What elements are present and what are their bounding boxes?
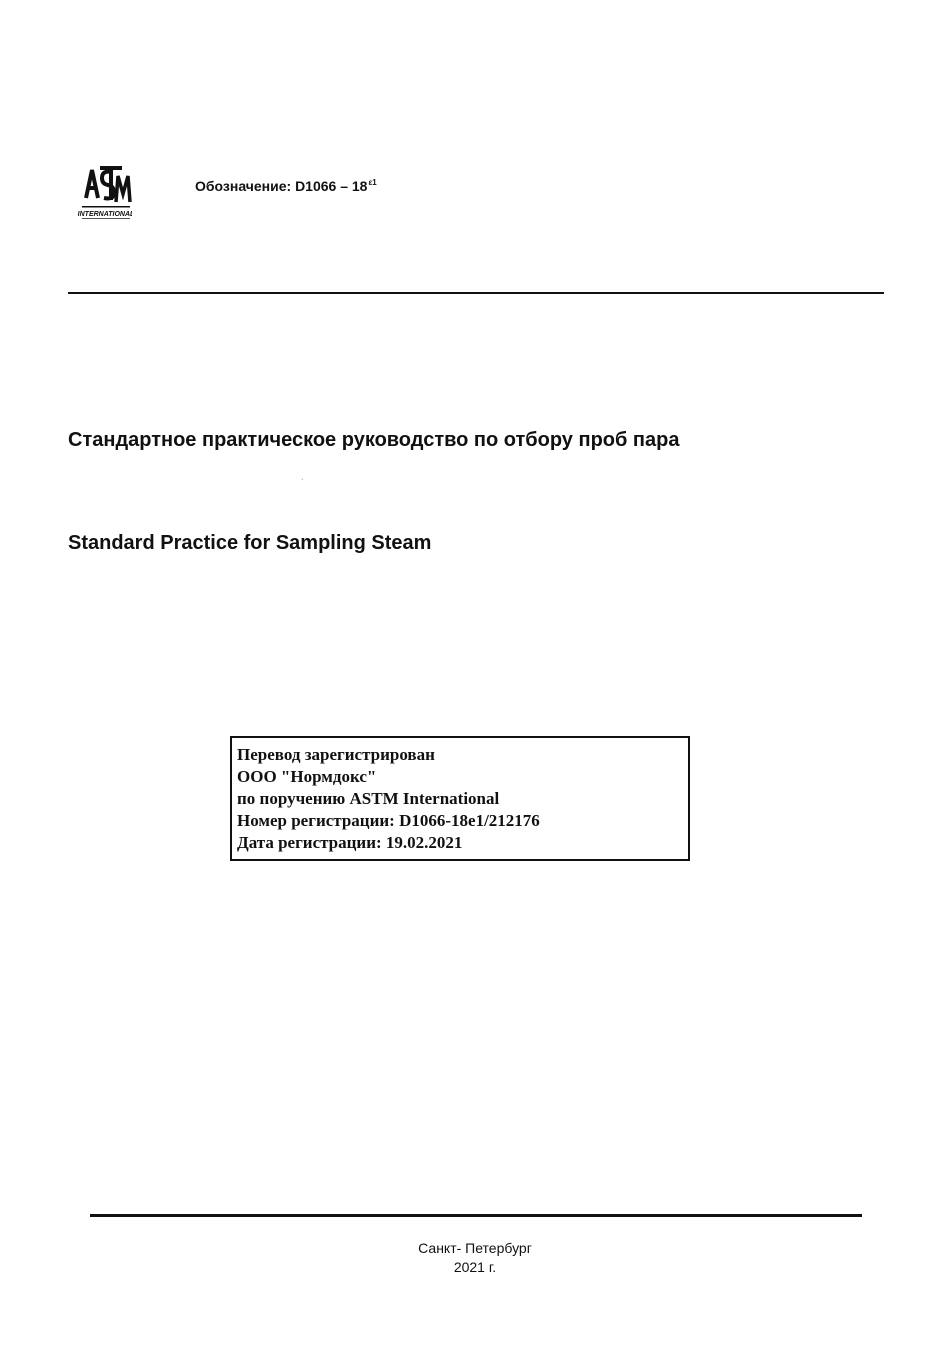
title-english: Standard Practice for Sampling Steam	[68, 532, 432, 554]
designation-superscript: ε1	[368, 178, 377, 187]
footer-city: Санкт- Петербург	[418, 1240, 532, 1256]
registration-number: Номер регистрации: D1066-18e1/212176	[237, 811, 540, 830]
logo-caption: INTERNATIONAL	[78, 211, 132, 218]
artifact-mark: ˊ	[301, 478, 304, 487]
registration-date: Дата регистрации: 19.02.2021	[237, 833, 463, 852]
top-divider	[68, 292, 884, 294]
designation	[195, 178, 377, 194]
title-russian: Стандартное практическое руководство по отбору проб пара	[68, 429, 680, 451]
designation-text: Обозначение: D1066 – 18	[195, 178, 368, 194]
astm-international-logo	[78, 164, 132, 222]
registration-line: по поручению ASTM International	[237, 789, 500, 808]
registration-box	[230, 736, 690, 861]
astm-logo-icon	[78, 164, 132, 222]
registration-line: Перевод зарегистрирован	[237, 745, 435, 764]
registration-line: ООО "Нормдокс"	[237, 767, 377, 786]
bottom-divider	[90, 1214, 862, 1217]
footer-year: 2021 г.	[453, 1259, 497, 1275]
